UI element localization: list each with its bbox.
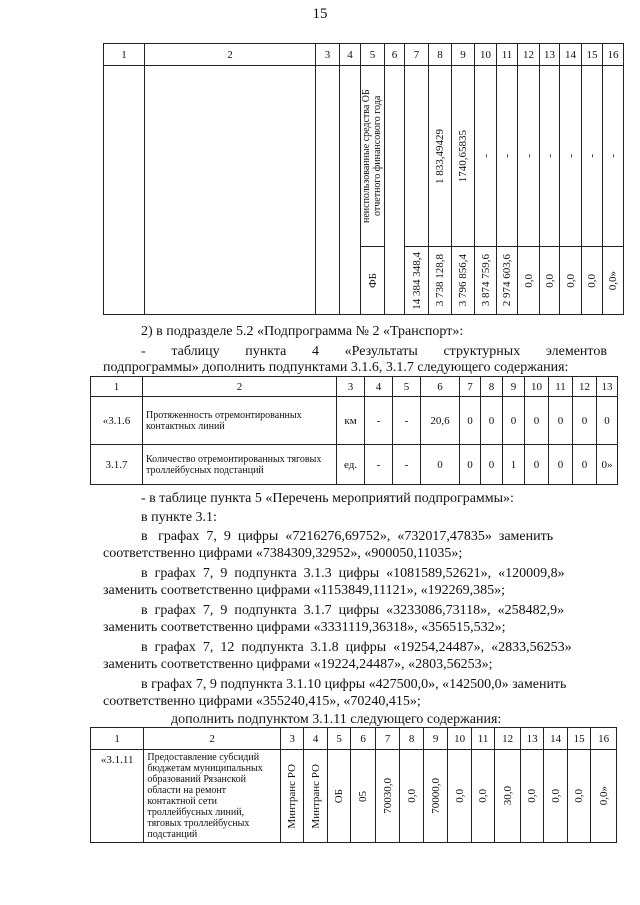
value-cell: 0: [460, 397, 481, 445]
value-cell: 0: [503, 397, 525, 445]
word: «Результаты: [344, 344, 418, 359]
value-text: 0,0: [522, 273, 535, 288]
value-text: -: [479, 154, 492, 158]
page-number: 15: [312, 6, 328, 22]
value-cell: [520, 750, 543, 843]
value-cell: [429, 66, 452, 247]
word: пункта: [245, 344, 287, 359]
value-cell: [429, 247, 452, 315]
word: элементов: [545, 344, 607, 359]
value-cell: 20,6: [421, 397, 460, 445]
empty-cell: [340, 66, 361, 315]
indicator-name: Количество отремонтированных тяговых троллейбусных подстанций: [143, 445, 337, 485]
value-cell: [582, 247, 603, 315]
value-cell: -: [365, 445, 393, 485]
unit-cell: км: [337, 397, 365, 445]
funding-source-cell: [361, 247, 385, 315]
value-cell: -: [365, 397, 393, 445]
indicator-name: Протяженность отремонтированных контактных линий: [143, 397, 337, 445]
value-cell: 0»: [597, 445, 618, 485]
value-text: 1 833,49429: [434, 128, 446, 184]
header-cell: 9: [423, 728, 448, 750]
row-number: «3.1.6: [91, 397, 143, 445]
header-cell: 3: [280, 728, 303, 750]
value-cell: [497, 247, 518, 315]
table-continuation: [103, 43, 624, 315]
header-cell: 11: [497, 44, 518, 66]
paragraph: - в таблице пункта 5 «Перечень мероприятий подпрограммы»:: [141, 491, 514, 506]
value-text: 1740,65835: [457, 129, 469, 183]
value-text: 70030,0: [381, 778, 394, 814]
funding-source-cell: [361, 66, 385, 247]
value-text: 3 874 759,6: [479, 254, 492, 307]
header-cell: 12: [495, 728, 521, 750]
header-cell: 10: [525, 377, 549, 397]
header-cell: 2: [145, 44, 316, 66]
funding-source-cell: [327, 750, 350, 843]
word: структурных: [443, 344, 521, 359]
value-cell: [560, 247, 582, 315]
value-text: 0,0: [549, 789, 562, 803]
value-text: 0,0: [564, 273, 577, 288]
table-row: [91, 397, 618, 445]
value-cell: 0: [481, 445, 503, 485]
value-cell: [518, 247, 540, 315]
header-cell: 13: [540, 44, 560, 66]
header-cell: 1: [104, 44, 145, 66]
value-text: 0,0: [586, 273, 598, 288]
value-cell: 0: [573, 445, 597, 485]
value-text: 0,0»: [607, 270, 619, 291]
header-cell: 5: [393, 377, 421, 397]
value-cell: [603, 247, 624, 315]
header-cell: 4: [304, 728, 327, 750]
value-text: 70000,0: [429, 778, 442, 814]
table-row: [91, 750, 617, 843]
value-cell: [452, 247, 475, 315]
value-text: 05: [357, 790, 370, 802]
value-cell: [544, 750, 567, 843]
header-cell: 12: [518, 44, 540, 66]
header-cell: 16: [591, 728, 617, 750]
table-header-row: [91, 728, 617, 750]
header-cell: 1: [91, 377, 143, 397]
funding-source-label: неиспользованные средства ОБ отчетного финансового года: [361, 89, 383, 223]
header-cell: 8: [400, 728, 423, 750]
value-cell: [448, 750, 471, 843]
value-text: ОБ: [333, 788, 346, 804]
paragraph: заменить соответственно цифрами «19224,24487», «2803,56253»;: [103, 657, 493, 672]
header-cell: 6: [385, 44, 405, 66]
paragraph-justified: [141, 343, 607, 360]
unit-cell: ед.: [337, 445, 365, 485]
word: 4: [312, 344, 319, 359]
row-number: «3.1.11: [91, 750, 144, 843]
table-row: [91, 445, 618, 485]
header-cell: 11: [549, 377, 573, 397]
header-cell: 14: [544, 728, 567, 750]
header-cell: 9: [452, 44, 475, 66]
word: таблицу: [171, 344, 220, 359]
value-cell: [475, 66, 497, 247]
paragraph: в пункте 3.1:: [141, 510, 217, 525]
table-row: [104, 66, 624, 247]
paragraph: дополнить подпунктом 3.1.11 следующего содержания:: [171, 712, 502, 727]
paragraph: соответственно цифрами «355240,415», «70240,415»;: [103, 694, 421, 709]
value-cell: 0: [549, 445, 573, 485]
value-cell: 0: [597, 397, 618, 445]
executor-cell: [304, 750, 327, 843]
paragraph: 2) в подразделе 5.2 «Подпрограмма № 2 «Транспорт»:: [141, 324, 464, 339]
value-cell: [603, 66, 624, 247]
activity-name: Предоставление субсидий бюджетам муниципальных образований Рязанской области на ремонт контактной сети троллейбусных линий, тяговых троллейбусных подстанций: [144, 750, 281, 843]
empty-cell: [145, 66, 316, 315]
empty-cell: [104, 66, 145, 315]
activities-table: [90, 727, 617, 843]
value-cell: [591, 750, 617, 843]
value-text: Минтранс РО: [309, 763, 322, 829]
empty-cell: [405, 66, 429, 247]
table-header-row: [104, 44, 624, 66]
value-cell: [567, 750, 590, 843]
header-cell: 7: [375, 728, 400, 750]
value-cell: -: [393, 397, 421, 445]
word: -: [141, 344, 146, 359]
header-cell: 13: [520, 728, 543, 750]
value-cell: 0: [460, 445, 481, 485]
paragraph: подпрограммы» дополнить подпунктами 3.1.6, 3.1.7 следующего содержания:: [103, 360, 569, 375]
header-cell: 6: [421, 377, 460, 397]
value-cell: 1: [503, 445, 525, 485]
value-text: -: [522, 154, 535, 158]
value-cell: [495, 750, 521, 843]
value-cell: 0: [421, 445, 460, 485]
value-text: 3 738 128,8: [434, 254, 446, 307]
paragraph: в графах 7, 9 подпункта 3.1.10 цифры «427500,0», «142500,0» заменить: [141, 677, 567, 692]
header-cell: 3: [337, 377, 365, 397]
header-cell: 8: [481, 377, 503, 397]
value-cell: [375, 750, 400, 843]
header-cell: 14: [560, 44, 582, 66]
value-cell: 0: [549, 397, 573, 445]
value-cell: [475, 247, 497, 315]
value-cell: 0: [481, 397, 503, 445]
header-cell: 2: [144, 728, 281, 750]
value-text: 0,0: [453, 789, 466, 803]
value-cell: [471, 750, 494, 843]
value-cell: -: [393, 445, 421, 485]
value-cell: [540, 66, 560, 247]
value-cell: [452, 66, 475, 247]
value-cell: [423, 750, 448, 843]
paragraph: заменить соответственно цифрами «1153849,11121», «192269,385»;: [103, 583, 505, 598]
value-text: ФБ: [366, 272, 379, 288]
header-cell: 6: [351, 728, 376, 750]
value-text: Минтранс РО: [286, 763, 299, 829]
value-cell: 0: [525, 397, 549, 445]
header-cell: 4: [365, 377, 393, 397]
header-cell: 2: [143, 377, 337, 397]
header-cell: 15: [582, 44, 603, 66]
header-cell: 13: [597, 377, 618, 397]
results-table: [90, 376, 618, 485]
header-cell: 5: [361, 44, 385, 66]
header-cell: 8: [429, 44, 452, 66]
value-cell: [400, 750, 423, 843]
value-text: -: [586, 154, 598, 158]
value-cell: 0: [525, 445, 549, 485]
value-cell: [351, 750, 376, 843]
header-cell: 12: [573, 377, 597, 397]
header-cell: 3: [316, 44, 340, 66]
value-cell: [405, 247, 429, 315]
paragraph: соответственно цифрами «7384309,32952», «900050,11035»;: [103, 546, 463, 561]
paragraph: заменить соответственно цифрами «3331119,36318», «356515,532»;: [103, 620, 506, 635]
header-cell: 7: [460, 377, 481, 397]
value-text: -: [564, 154, 577, 158]
header-cell: 11: [471, 728, 494, 750]
header-cell: 7: [405, 44, 429, 66]
value-cell: [497, 66, 518, 247]
value-text: -: [607, 154, 619, 158]
value-cell: 0: [573, 397, 597, 445]
value-text: 2 974 603,6: [501, 254, 513, 307]
header-cell: 5: [327, 728, 350, 750]
header-cell: 10: [448, 728, 471, 750]
value-text: 0,0: [405, 789, 418, 803]
paragraph: в графах 7, 9 подпункта 3.1.3 цифры «1081589,52621», «120009,8»: [141, 566, 565, 581]
value-text: 14 384 348,4: [410, 251, 423, 310]
value-cell: [540, 247, 560, 315]
paragraph: в графах 7, 9 цифры «7216276,69752», «732017,47835» заменить: [141, 529, 554, 544]
paragraph: в графах 7, 12 подпункта 3.1.8 цифры «19254,24487», «2833,56253»: [141, 640, 572, 655]
value-text: 0,0: [543, 273, 556, 288]
value-text: -: [501, 154, 513, 158]
header-cell: 1: [91, 728, 144, 750]
value-cell: [582, 66, 603, 247]
header-cell: 16: [603, 44, 624, 66]
value-cell: [518, 66, 540, 247]
value-text: 0,0: [573, 789, 586, 803]
empty-cell: [385, 66, 405, 315]
value-text: 0,0»: [597, 786, 610, 806]
paragraph: в графах 7, 9 подпункта 3.1.7 цифры «3233086,73118», «258482,9»: [141, 603, 565, 618]
value-text: 0,0: [477, 789, 490, 803]
header-cell: 4: [340, 44, 361, 66]
empty-cell: [316, 66, 340, 315]
executor-cell: [280, 750, 303, 843]
header-cell: 9: [503, 377, 525, 397]
header-cell: 15: [567, 728, 590, 750]
value-text: 0,0: [526, 789, 539, 803]
value-text: -: [543, 154, 556, 158]
row-number: 3.1.7: [91, 445, 143, 485]
table-header-row: [91, 377, 618, 397]
value-cell: [560, 66, 582, 247]
value-text: 3 796 856,4: [457, 254, 469, 307]
value-text: 30,0: [501, 786, 514, 806]
header-cell: 10: [475, 44, 497, 66]
